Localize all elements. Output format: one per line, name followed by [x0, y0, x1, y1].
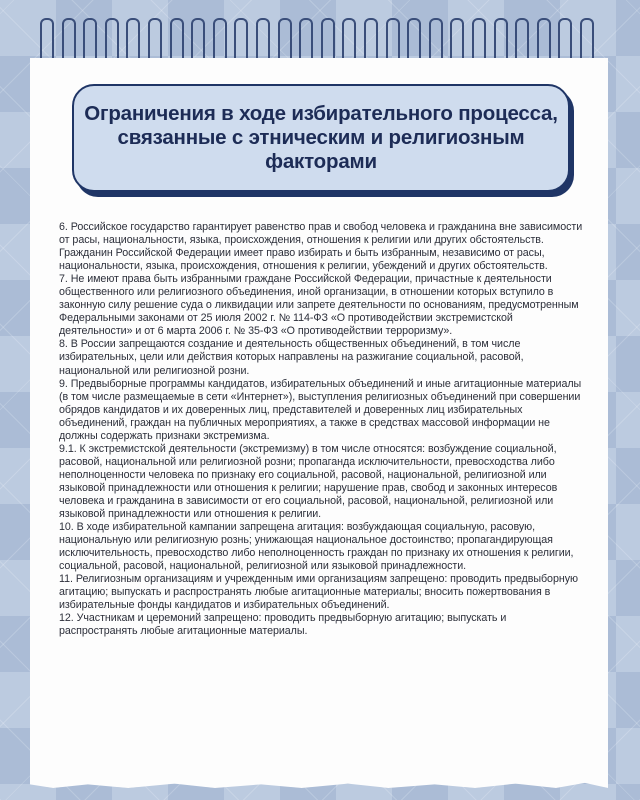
binding-ring — [40, 18, 54, 60]
binding-ring — [472, 18, 486, 60]
binding-ring — [299, 18, 313, 60]
title-banner — [72, 84, 570, 192]
binding-ring — [386, 18, 400, 60]
binding-ring — [148, 18, 162, 60]
binding-ring — [429, 18, 443, 60]
binding-ring — [450, 18, 464, 60]
paragraph-10: 10. В ходе избирательной кампании запрещена агитация: возбуждающая социальную, расовую, национальную или религиозную рознь; унижающая национальное достоинство; пропагандирующая исключительность, превосходство либо неполноценность граждан по признаку их отношения к религии, социальной, расовой, национальной, религиозной или языковой принадлежности. — [59, 521, 574, 573]
binding-ring — [580, 18, 594, 60]
binding-ring — [126, 18, 140, 60]
binding-ring — [62, 18, 76, 60]
paragraph-7: 7. Не имеют права быть избранными граждане Российской Федерации, причастные к деятельности общественного или религиозного объединения, иной организации, в отношении которых вступило в законную силу решение суда о ликвидации или запрете деятельности по основаниям, предусмотренным Федеральными законами от 25 июля 2002 г. № 114-ФЗ «О противодействии экстремистской деятельности» и от 6 марта 2006 г. № 35-ФЗ «О противодействии терроризму». — [59, 273, 579, 338]
document-body — [59, 221, 587, 639]
paragraph-9: 9. Предвыборные программы кандидатов, избирательных объединений и иные агитационные материалы (в том числе размещаемые в сети «Интернет»), выступления религиозных объединений при совершении обрядов кандидатов и их доверенных лиц, представителей и доверенных лиц избирательных объединений, граждан на публичных мероприятиях, а также в средствах массовой информации не должны содержать признаки экстремизма. — [59, 377, 582, 442]
binding-ring — [170, 18, 184, 60]
paragraph-12: 12. Участникам и церемоний запрещено: проводить предвыборную агитацию; выпускать и распространять любые агитационные материалы. — [59, 612, 507, 638]
binding-ring — [342, 18, 356, 60]
paragraph-8: 8. В России запрещаются создание и деятельность общественных объединений, в том числе избирательных, цели или действия которых направлены на разжигание социальной, расовой, национальной или религиозной розни. — [59, 338, 524, 377]
binding-ring — [256, 18, 270, 60]
binding-ring — [321, 18, 335, 60]
title-line-1: Ограничения в ходе избирательного процесса, — [84, 102, 558, 125]
binding-ring — [278, 18, 292, 60]
paragraph-11: 11. Религиозным организациям и учрежденным ими организациям запрещено: проводить предвыборную агитацию; выпускать и распространять любые агитационные материалы; вносить пожертвования в избирательные фонды кандидатов и избирательных объединений. — [59, 573, 578, 612]
binding-ring — [213, 18, 227, 60]
binding-ring — [494, 18, 508, 60]
title-line-2: связанные с этническим и религиозным факторами — [117, 126, 525, 173]
paragraph-9-1: 9.1. К экстремистской деятельности (экстремизму) в том числе относятся: возбуждение социальной, расовой, национальной или религиозной розни; пропаганда исключительности, превосходства либо неполноценности человека по признаку его социальной, расовой, национальной, религиозной или языковой принадлежности или отношения к религии; нарушение прав, свобод и законных интересов человека и гражданина в зависимости от его социальной, расовой, национальной, религиозной или языковой принадлежности или отношения к религии. — [59, 442, 558, 521]
binding-ring — [234, 18, 248, 60]
binding-ring — [407, 18, 421, 60]
paragraph-6: 6. Российское государство гарантирует равенство прав и свобод человека и гражданина вне зависимости от расы, национальности, языка, происхождения, отношения к религии или других обстоятельств. Гражданин Российской Федерации имеет право избирать и быть избранным, независимо от расы, национальности, языка, происхождения, отношения к религии, убеждений и других обстоятельств. — [59, 221, 583, 273]
page-title — [74, 102, 568, 174]
binding-ring — [105, 18, 119, 60]
binding-ring — [558, 18, 572, 60]
binding-ring — [515, 18, 529, 60]
binding-ring — [537, 18, 551, 60]
binding-ring — [364, 18, 378, 60]
binding-ring — [83, 18, 97, 60]
binding-ring — [191, 18, 205, 60]
